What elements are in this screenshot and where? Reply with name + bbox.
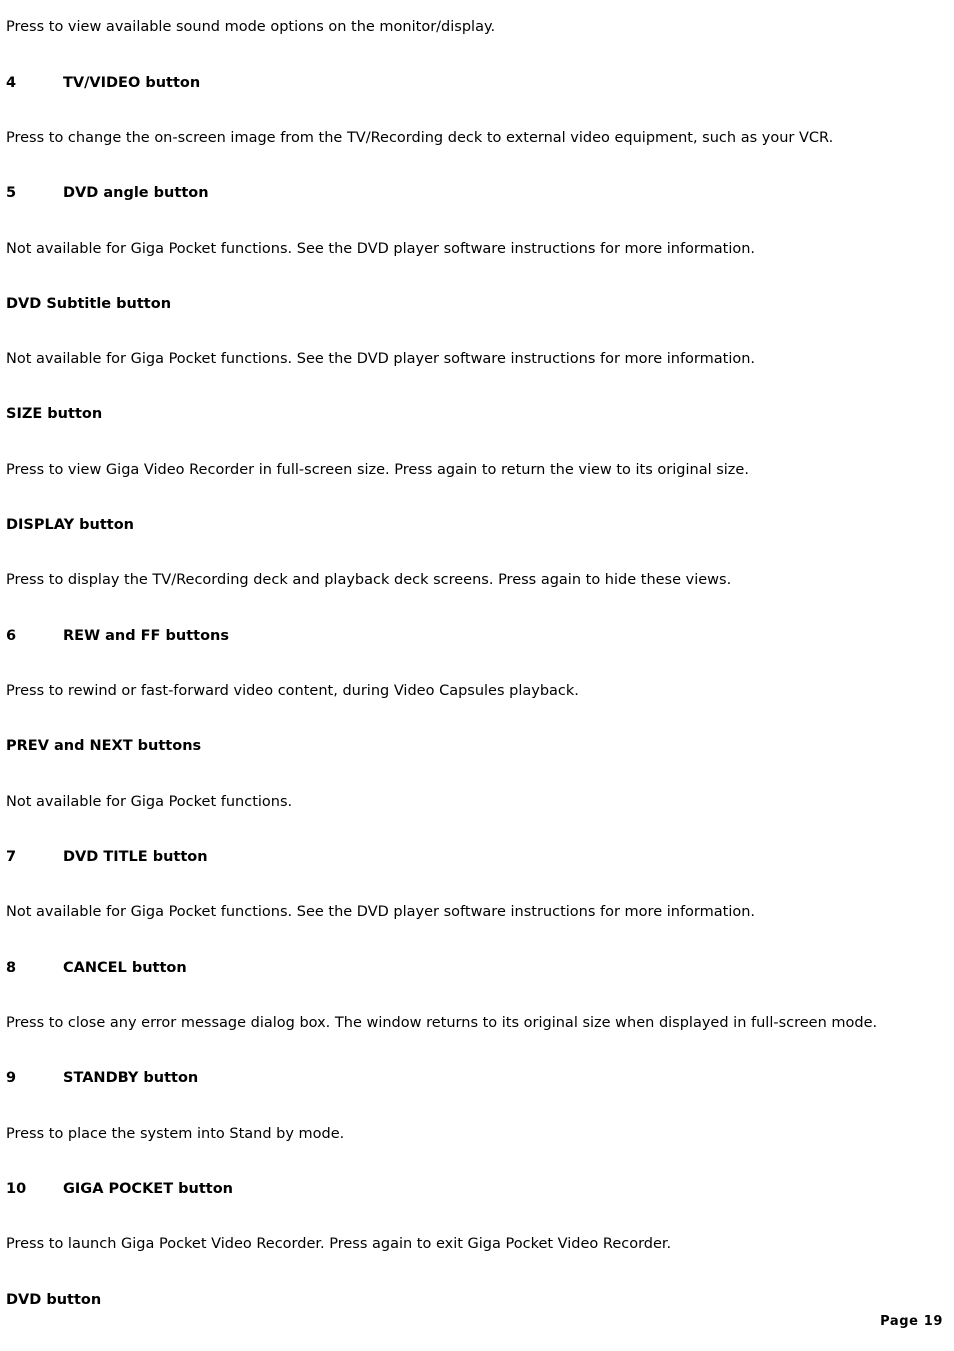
section-heading-dvd-title bbox=[6, 848, 208, 866]
sound-mode-description: Press to view available sound mode options on the monitor/display. bbox=[6, 19, 496, 35]
section-heading-standby bbox=[6, 1069, 198, 1087]
section-number: 5 bbox=[6, 185, 17, 201]
subheading-size: SIZE button bbox=[6, 406, 103, 422]
cancel-description: Press to close any error message dialog box. The window returns to its original size when displayed in full-screen mode. bbox=[6, 1015, 878, 1031]
size-description: Press to view Giga Video Recorder in full-screen size. Press again to return the view to its original size. bbox=[6, 462, 749, 478]
subheading-display: DISPLAY button bbox=[6, 517, 134, 533]
section-number: 9 bbox=[6, 1070, 17, 1086]
subheading-prev-next: PREV and NEXT buttons bbox=[6, 738, 202, 754]
section-heading-rew-ff bbox=[6, 627, 229, 645]
section-title: CANCEL button bbox=[63, 960, 187, 976]
section-title: STANDBY button bbox=[63, 1070, 199, 1086]
section-heading-giga-pocket bbox=[6, 1180, 233, 1198]
section-heading-cancel bbox=[6, 959, 187, 977]
section-title: DVD angle button bbox=[63, 185, 209, 201]
section-title: REW and FF buttons bbox=[63, 628, 229, 644]
section-title: GIGA POCKET button bbox=[63, 1181, 233, 1197]
section-heading-tv-video bbox=[6, 74, 200, 92]
rew-ff-description: Press to rewind or fast-forward video content, during Video Capsules playback. bbox=[6, 683, 579, 699]
subheading-dvd-subtitle: DVD Subtitle button bbox=[6, 296, 172, 312]
page-number: Page 19 bbox=[880, 1314, 943, 1329]
section-number: 4 bbox=[6, 75, 17, 91]
section-number: 8 bbox=[6, 960, 17, 976]
giga-pocket-description: Press to launch Giga Pocket Video Recorder. Press again to exit Giga Pocket Video Recorder. bbox=[6, 1236, 672, 1252]
prev-next-description: Not available for Giga Pocket functions. bbox=[6, 794, 293, 810]
section-number: 10 bbox=[6, 1181, 27, 1197]
dvd-subtitle-description: Not available for Giga Pocket functions. See the DVD player software instructions for more information. bbox=[6, 351, 756, 367]
section-title: TV/VIDEO button bbox=[63, 75, 201, 91]
dvd-title-description: Not available for Giga Pocket functions. See the DVD player software instructions for more information. bbox=[6, 904, 756, 920]
display-description: Press to display the TV/Recording deck and playback deck screens. Press again to hide these views. bbox=[6, 572, 732, 588]
section-title: DVD TITLE button bbox=[63, 849, 208, 865]
subheading-dvd: DVD button bbox=[6, 1292, 102, 1308]
standby-description: Press to place the system into Stand by mode. bbox=[6, 1126, 345, 1142]
tv-video-description: Press to change the on-screen image from the TV/Recording deck to external video equipment, such as your VCR. bbox=[6, 130, 834, 146]
section-number: 7 bbox=[6, 849, 17, 865]
section-heading-dvd-angle bbox=[6, 184, 209, 202]
section-number: 6 bbox=[6, 628, 17, 644]
dvd-angle-description: Not available for Giga Pocket functions. See the DVD player software instructions for more information. bbox=[6, 241, 756, 257]
